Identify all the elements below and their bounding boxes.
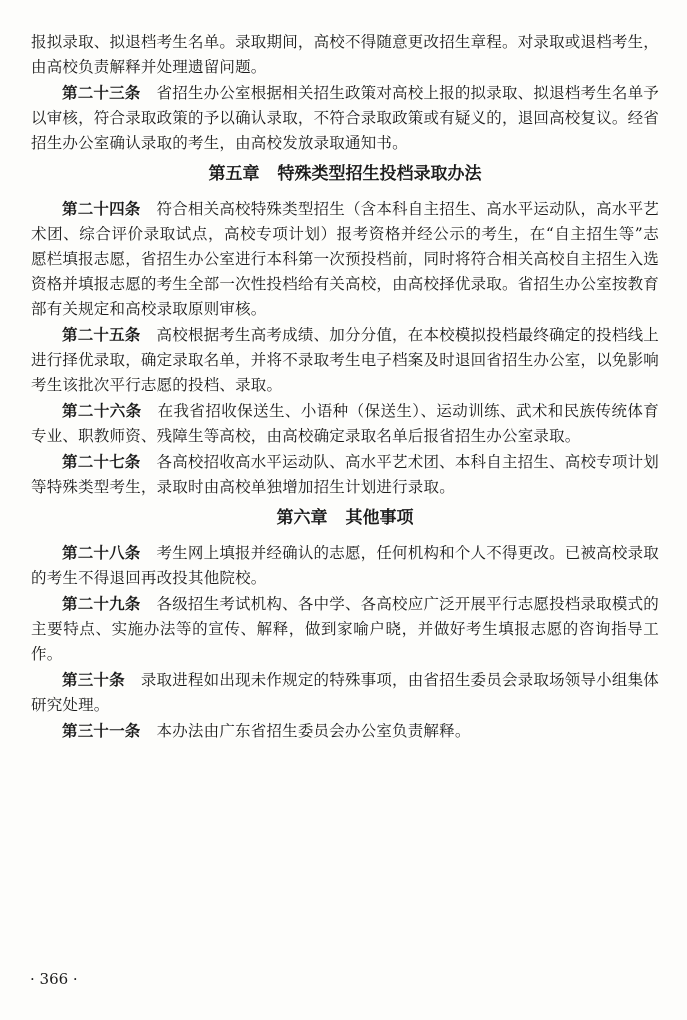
chapter-title: 特殊类型招生投档录取办法 bbox=[277, 164, 482, 184]
article-30 bbox=[31, 668, 659, 718]
article-number: 第二十八条 bbox=[62, 544, 141, 562]
article-text: 本办法由广东省招生委员会办公室负责解释。 bbox=[156, 722, 471, 740]
article-text: 省招生办公室根据相关招生政策对高校上报的拟录取、拟退档考生名单予以审核，符合录取政策的予以确认录取，不符合录取政策或有疑义的，退回高校复议。经省招生办公室确认录取的考生，由高校发放录取通知书。 bbox=[31, 84, 660, 152]
article-24 bbox=[31, 197, 659, 322]
page-number: · 366 · bbox=[30, 970, 78, 988]
article-number: 第二十六条 bbox=[62, 402, 142, 420]
article-number: 第二十五条 bbox=[62, 326, 141, 344]
article-31 bbox=[31, 719, 659, 744]
paragraph-continued: 报拟录取、拟退档考生名单。录取期间，高校不得随意更改招生章程。对录取或退档考生，由高校负责解释并处理遗留问题。 bbox=[31, 33, 660, 76]
chapter-5-heading bbox=[31, 161, 659, 187]
article-text: 符合相关高校特殊类型招生（含本科自主招生、高水平运动队，高水平艺术团、综合评价录取试点，高校专项计划）报考资格并经公示的考生，在“自主招生等”志愿栏填报志愿，省招生办公室进行本科第一次预投档前，同时将符合相关高校自主招生入选资格并填报志愿的考生全部一次性投档给有关高校，由高校择优录取。省招生办公室按教育部有关规定和高校录取原则审核。 bbox=[31, 200, 660, 318]
article-text: 录取进程如出现未作规定的特殊事项，由省招生委员会录取场领导小组集体研究处理。 bbox=[31, 671, 659, 714]
article-text: 考生网上填报并经确认的志愿，任何机构和个人不得更改。已被高校录取的考生不得退回再改投其他院校。 bbox=[31, 544, 659, 587]
chapter-number: 第六章 bbox=[276, 508, 328, 528]
chapter-6-heading bbox=[31, 505, 659, 531]
article-27 bbox=[31, 450, 659, 500]
article-text: 各级招生考试机构、各中学、各高校应广泛开展平行志愿投档录取模式的主要特点、实施办法等的宣传、解释，做到家喻户晓，并做好考生填报志愿的咨询指导工作。 bbox=[31, 595, 659, 663]
article-text: 在我省招收保送生、小语种（保送生）、运动训练、武术和民族传统体育专业、职教师资、残障生等高校，由高校确定录取名单后报省招生办公室录取。 bbox=[31, 402, 659, 445]
article-29 bbox=[31, 592, 659, 667]
article-number: 第二十七条 bbox=[62, 453, 141, 471]
article-number: 第三十一条 bbox=[62, 722, 141, 740]
article-26 bbox=[31, 399, 659, 449]
article-number: 第二十四条 bbox=[62, 200, 141, 218]
chapter-number: 第五章 bbox=[208, 164, 260, 184]
article-number: 第二十九条 bbox=[62, 595, 141, 613]
article-text: 高校根据考生高考成绩、加分分值，在本校模拟投档最终确定的投档线上进行择优录取，确定录取名单，并将不录取考生电子档案及时退回省招生办公室，以免影响考生该批次平行志愿的投档、录取。 bbox=[31, 326, 660, 394]
article-28 bbox=[31, 541, 659, 591]
article-23 bbox=[31, 81, 659, 156]
document-body bbox=[31, 30, 659, 745]
article-number: 第三十条 bbox=[62, 671, 125, 689]
article-25 bbox=[31, 323, 659, 398]
chapter-title: 其他事项 bbox=[345, 508, 414, 528]
article-number: 第二十三条 bbox=[62, 84, 141, 102]
article-text: 各高校招收高水平运动队、高水平艺术团、本科自主招生、高校专项计划等特殊类型考生，录取时由高校单独增加招生计划进行录取。 bbox=[31, 453, 659, 496]
